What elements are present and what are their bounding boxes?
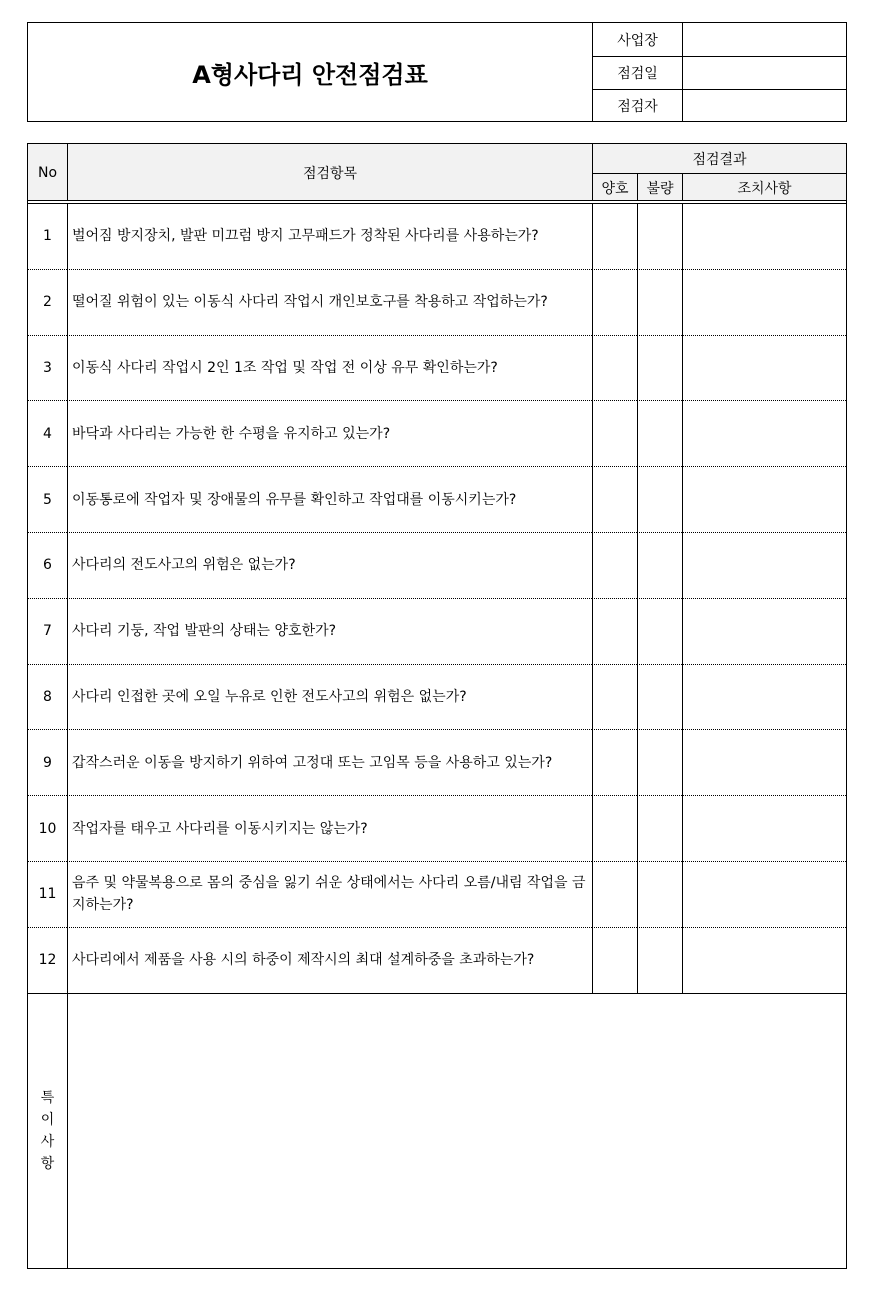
row-action-cell[interactable] — [682, 664, 846, 730]
row-bad-cell[interactable] — [637, 598, 682, 664]
row-good-cell[interactable] — [592, 795, 637, 861]
row-number: 2 — [28, 269, 67, 335]
col-header-no: No — [28, 144, 67, 201]
row-item: 바닥과 사다리는 가능한 한 수평을 유지하고 있는가? — [67, 400, 592, 466]
row-item: 이동통로에 작업자 및 장애물의 유무를 확인하고 작업대를 이동시키는가? — [67, 466, 592, 532]
row-bad-cell[interactable] — [637, 532, 682, 598]
row-number: 6 — [28, 532, 67, 598]
row-item: 사다리의 전도사고의 위험은 없는가? — [67, 532, 592, 598]
row-number: 3 — [28, 335, 67, 401]
field-label-date: 점검일 — [592, 56, 682, 89]
row-item: 사다리 기둥, 작업 발판의 상태는 양호한가? — [67, 598, 592, 664]
row-action-cell[interactable] — [682, 203, 846, 269]
row-bad-cell[interactable] — [637, 269, 682, 335]
col-header-bad: 불량 — [637, 173, 682, 201]
row-action-cell[interactable] — [682, 598, 846, 664]
row-good-cell[interactable] — [592, 203, 637, 269]
row-action-cell[interactable] — [682, 795, 846, 861]
row-item: 이동식 사다리 작업시 2인 1조 작업 및 작업 전 이상 유무 확인하는가? — [67, 335, 592, 401]
row-bad-cell[interactable] — [637, 335, 682, 401]
col-header-result: 점검결과 — [592, 144, 846, 173]
row-number: 12 — [28, 927, 67, 993]
row-item: 갑작스러운 이동을 방지하기 위하여 고정대 또는 고임목 등을 사용하고 있는가? — [67, 729, 592, 795]
row-good-cell[interactable] — [592, 598, 637, 664]
row-number: 9 — [28, 729, 67, 795]
row-good-cell[interactable] — [592, 861, 637, 927]
row-item: 떨어질 위험이 있는 이동식 사다리 작업시 개인보호구를 착용하고 작업하는가? — [67, 269, 592, 335]
col-header-action: 조치사항 — [682, 173, 846, 201]
remarks-label-char: 사 — [40, 1134, 55, 1150]
row-bad-cell[interactable] — [637, 400, 682, 466]
row-good-cell[interactable] — [592, 664, 637, 730]
row-action-cell[interactable] — [682, 927, 846, 993]
col-header-item: 점검항목 — [67, 144, 592, 201]
remarks-field[interactable] — [67, 993, 846, 1268]
field-value-inspector[interactable] — [682, 89, 846, 121]
row-good-cell[interactable] — [592, 532, 637, 598]
field-label-inspector: 점검자 — [592, 89, 682, 121]
row-bad-cell[interactable] — [637, 927, 682, 993]
row-action-cell[interactable] — [682, 861, 846, 927]
row-item: 벌어짐 방지장치, 발판 미끄럼 방지 고무패드가 정착된 사다리를 사용하는가? — [67, 203, 592, 269]
row-good-cell[interactable] — [592, 466, 637, 532]
row-item: 음주 및 약물복용으로 몸의 중심을 잃기 쉬운 상태에서는 사다리 오름/내림 작업을 금지하는가? — [67, 861, 592, 927]
row-bad-cell[interactable] — [637, 664, 682, 730]
remarks-label — [28, 993, 67, 1268]
row-number: 5 — [28, 466, 67, 532]
remarks-label-char: 항 — [40, 1156, 55, 1172]
row-action-cell[interactable] — [682, 466, 846, 532]
row-bad-cell[interactable] — [637, 795, 682, 861]
field-label-site: 사업장 — [592, 23, 682, 56]
row-number: 1 — [43, 227, 52, 244]
row-number: 7 — [28, 598, 67, 664]
remarks-label-char: 이 — [40, 1112, 55, 1128]
row-item: 사다리에서 제품을 사용 시의 하중이 제작시의 최대 설계하중을 초과하는가? — [67, 927, 592, 993]
row-action-cell[interactable] — [682, 532, 846, 598]
row-item: 사다리 인접한 곳에 오일 누유로 인한 전도사고의 위험은 없는가? — [67, 664, 592, 730]
row-good-cell[interactable] — [592, 400, 637, 466]
row-number: 8 — [28, 664, 67, 730]
row-bad-cell[interactable] — [637, 861, 682, 927]
col-header-good: 양호 — [592, 173, 637, 201]
row-action-cell[interactable] — [682, 729, 846, 795]
page-title: A형사다리 안전점검표 — [192, 60, 428, 89]
row-action-cell[interactable] — [682, 335, 846, 401]
field-value-site[interactable] — [682, 23, 846, 56]
row-action-cell[interactable] — [682, 400, 846, 466]
field-value-date[interactable] — [682, 56, 846, 89]
row-bad-cell[interactable] — [637, 203, 682, 269]
row-good-cell[interactable] — [592, 729, 637, 795]
row-good-cell[interactable] — [592, 269, 637, 335]
row-number: 4 — [28, 400, 67, 466]
row-good-cell[interactable] — [592, 927, 637, 993]
row-number: 11 — [28, 861, 67, 927]
row-good-cell[interactable] — [592, 335, 637, 401]
remarks-label-char: 특 — [40, 1090, 55, 1106]
row-bad-cell[interactable] — [637, 466, 682, 532]
row-item: 작업자를 태우고 사다리를 이동시키지는 않는가? — [67, 795, 592, 861]
row-number: 10 — [28, 795, 67, 861]
row-action-cell[interactable] — [682, 269, 846, 335]
header-box — [27, 22, 847, 122]
row-bad-cell[interactable] — [637, 729, 682, 795]
checklist-table — [27, 143, 847, 1269]
